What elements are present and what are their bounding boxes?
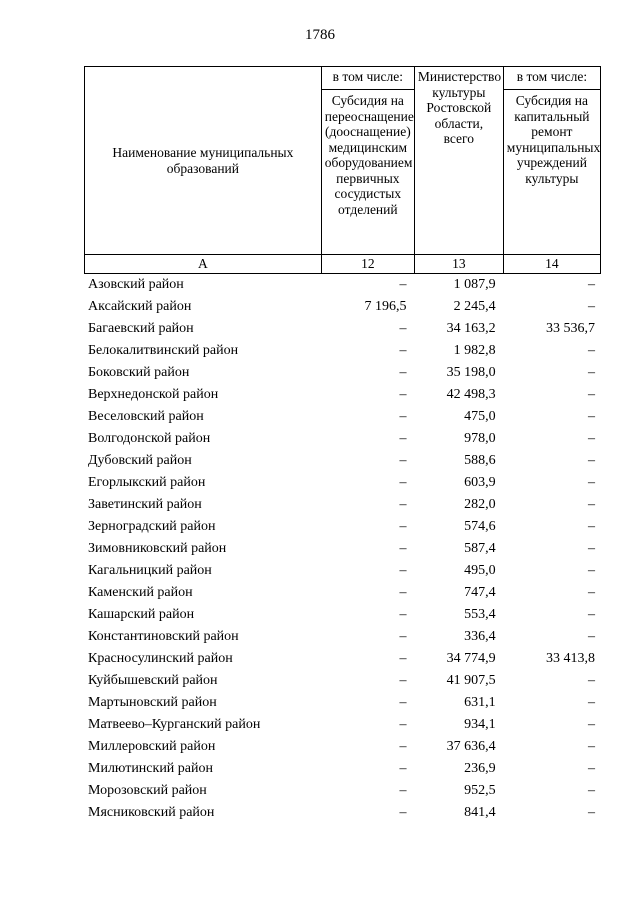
header-including-2: в том числе:: [503, 67, 600, 90]
value-col-12: –: [399, 519, 407, 534]
value-col-14: –: [588, 497, 595, 512]
value-col-12: 7 196,5: [364, 299, 407, 314]
value-col-12: –: [399, 497, 407, 512]
value-col-12: –: [399, 607, 407, 622]
value-col-13: 42 498,3: [446, 387, 496, 402]
value-col-14: 33 536,7: [546, 321, 595, 336]
district-name: Мясниковский район: [88, 805, 215, 820]
table-row: [84, 604, 601, 626]
value-col-13: 952,5: [464, 783, 496, 798]
table-row: [84, 318, 601, 340]
value-col-12: –: [399, 321, 407, 336]
value-col-14: –: [588, 409, 595, 424]
value-col-13: 34 163,2: [446, 321, 496, 336]
table-row: [84, 472, 601, 494]
value-col-13: 1 982,8: [453, 343, 496, 358]
value-col-12: –: [399, 453, 407, 468]
table-row: [84, 494, 601, 516]
value-col-14: –: [588, 365, 595, 380]
value-col-12: –: [399, 805, 407, 820]
value-col-14: –: [588, 299, 595, 314]
value-col-14: –: [588, 541, 595, 556]
table-row: [84, 670, 601, 692]
district-name: Кагальницкий район: [88, 563, 212, 578]
district-name: Кашарский район: [88, 607, 195, 622]
table-row: [84, 340, 601, 362]
value-col-14: –: [588, 563, 595, 578]
value-col-13: 1 087,9: [453, 277, 496, 292]
value-col-13: 41 907,5: [446, 673, 496, 688]
district-name: Багаевский район: [88, 321, 194, 336]
value-col-13: 282,0: [464, 497, 496, 512]
table-row: [84, 736, 601, 758]
value-col-14: –: [588, 761, 595, 776]
table-row: [84, 274, 601, 296]
value-col-13: 978,0: [464, 431, 496, 446]
table-body: [84, 274, 601, 824]
value-col-14: –: [588, 343, 595, 358]
value-col-14: –: [588, 673, 595, 688]
value-col-14: –: [588, 453, 595, 468]
header-including-1: в том числе:: [321, 67, 414, 90]
table-row: [84, 714, 601, 736]
value-col-12: –: [399, 343, 407, 358]
table-row: [84, 780, 601, 802]
value-col-12: –: [399, 629, 407, 644]
value-col-14: –: [588, 739, 595, 754]
table-header: [84, 66, 601, 274]
value-col-12: –: [399, 783, 407, 798]
district-name: Егорлыкский район: [88, 475, 206, 490]
district-name: Дубовский район: [88, 453, 192, 468]
table-row: [84, 560, 601, 582]
value-col-13: 588,6: [464, 453, 496, 468]
column-code-14: 14: [503, 255, 600, 274]
district-name: Зерноградский район: [88, 519, 216, 534]
header-ministry-culture-total: Министерство культуры Ростовской области, всего: [414, 67, 503, 255]
table-row: [84, 296, 601, 318]
value-col-13: 574,6: [464, 519, 496, 534]
value-col-13: 34 774,9: [446, 651, 496, 666]
table-row: [84, 582, 601, 604]
value-col-13: 236,9: [464, 761, 496, 776]
district-name: Боковский район: [88, 365, 190, 380]
table-row: [84, 450, 601, 472]
district-name: Матвеево–Курганский район: [88, 717, 261, 732]
district-name: Азовский район: [88, 277, 184, 292]
header-subsidy-medical-equipment: Субсидия на переоснащение (дооснащение) медицинским оборудованием первичных сосудистых отделений: [321, 90, 414, 255]
table-row: [84, 758, 601, 780]
value-col-14: –: [588, 629, 595, 644]
district-name: Каменский район: [88, 585, 193, 600]
district-name: Куйбышевский район: [88, 673, 218, 688]
value-col-13: 553,4: [464, 607, 496, 622]
table-row: [84, 406, 601, 428]
value-col-12: –: [399, 563, 407, 578]
column-code-13: 13: [414, 255, 503, 274]
value-col-12: –: [399, 585, 407, 600]
table-row: [84, 802, 601, 824]
value-col-12: –: [399, 387, 407, 402]
district-name: Милютинский район: [88, 761, 214, 776]
value-col-12: –: [399, 761, 407, 776]
value-col-14: –: [588, 717, 595, 732]
value-col-12: –: [399, 475, 407, 490]
page-number: 1786: [305, 27, 335, 43]
value-col-12: –: [399, 673, 407, 688]
value-col-14: –: [588, 387, 595, 402]
value-col-14: –: [588, 431, 595, 446]
value-col-14: –: [588, 519, 595, 534]
value-col-14: –: [588, 805, 595, 820]
value-col-12: –: [399, 695, 407, 710]
value-col-12: –: [399, 409, 407, 424]
value-col-12: –: [399, 739, 407, 754]
table-row: [84, 648, 601, 670]
district-name: Константиновский район: [88, 629, 239, 644]
district-name: Веселовский район: [88, 409, 204, 424]
value-col-14: –: [588, 277, 595, 292]
value-col-12: –: [399, 431, 407, 446]
district-name: Верхнедонской район: [88, 387, 219, 402]
table-row: [84, 516, 601, 538]
value-col-14: –: [588, 783, 595, 798]
value-col-12: –: [399, 541, 407, 556]
value-col-13: 603,9: [464, 475, 496, 490]
district-name: Заветинский район: [88, 497, 202, 512]
value-col-12: –: [399, 277, 407, 292]
district-name: Морозовский район: [88, 783, 207, 798]
value-col-13: 587,4: [464, 541, 496, 556]
value-col-13: 495,0: [464, 563, 496, 578]
value-col-13: 631,1: [464, 695, 496, 710]
value-col-14: –: [588, 475, 595, 490]
district-name: Аксайский район: [88, 299, 192, 314]
value-col-14: –: [588, 585, 595, 600]
value-col-12: –: [399, 365, 407, 380]
value-col-13: 35 198,0: [446, 365, 496, 380]
value-col-13: 2 245,4: [453, 299, 496, 314]
value-col-13: 336,4: [464, 629, 496, 644]
district-name: Зимовниковский район: [88, 541, 227, 556]
table-row: [84, 692, 601, 714]
district-name: Волгодонской район: [88, 431, 211, 446]
district-name: Миллеровский район: [88, 739, 216, 754]
district-name: Мартыновский район: [88, 695, 217, 710]
table-row: [84, 362, 601, 384]
column-code-12: 12: [321, 255, 414, 274]
value-col-13: 934,1: [464, 717, 496, 732]
district-name: Красносулинский район: [88, 651, 233, 666]
table-row: [84, 538, 601, 560]
value-col-14: 33 413,8: [546, 651, 595, 666]
value-col-12: –: [399, 717, 407, 732]
column-code-a: А: [85, 255, 322, 274]
header-subsidy-capital-repair: Субсидия на капитальный ремонт муниципальных учреждений культуры: [503, 90, 600, 255]
value-col-13: 841,4: [464, 805, 496, 820]
value-col-13: 37 636,4: [446, 739, 496, 754]
value-col-14: –: [588, 607, 595, 622]
district-name: Белокалитвинский район: [88, 343, 239, 358]
value-col-13: 475,0: [464, 409, 496, 424]
table-row: [84, 626, 601, 648]
value-col-14: –: [588, 695, 595, 710]
table-row: [84, 428, 601, 450]
table-row: [84, 384, 601, 406]
header-name-column: Наименование муниципальных образований: [85, 67, 322, 255]
value-col-13: 747,4: [464, 585, 496, 600]
value-col-12: –: [399, 651, 407, 666]
